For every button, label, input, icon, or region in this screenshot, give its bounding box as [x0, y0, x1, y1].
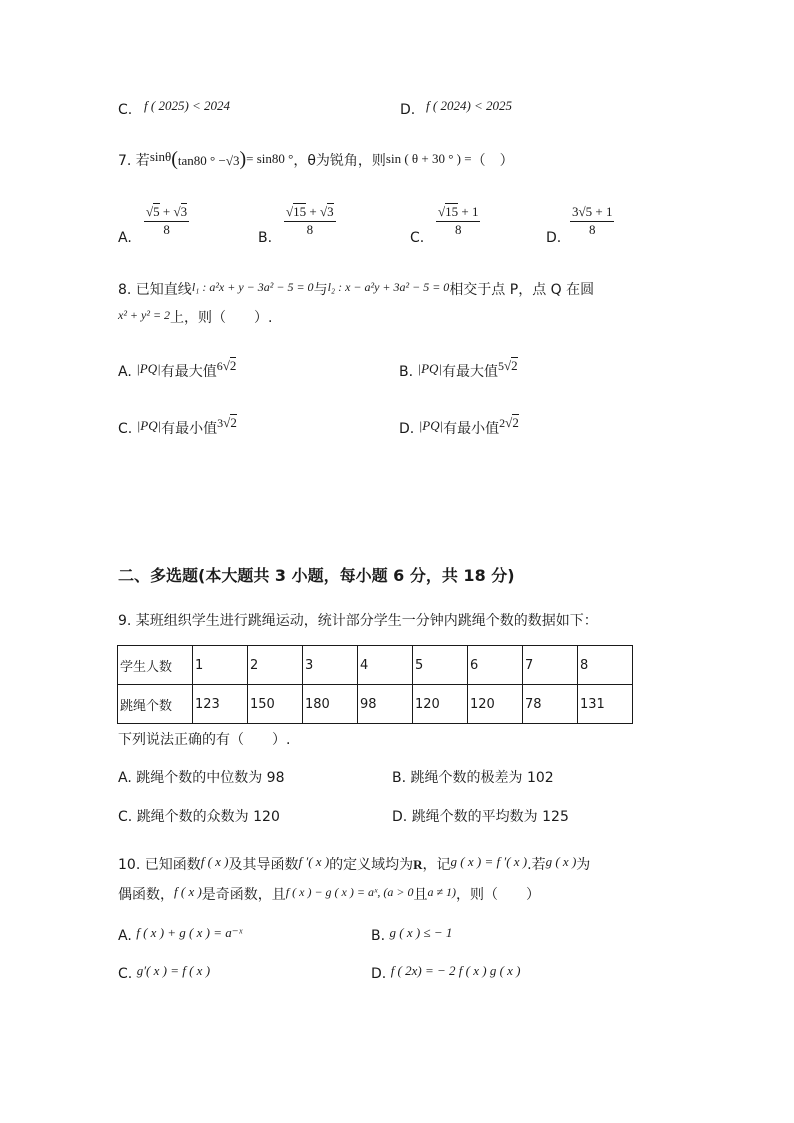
q10-option-c: C. g′( x ) = f ( x ): [118, 963, 211, 982]
table-row: [118, 685, 633, 724]
q9-option-a: A. 跳绳个数的中位数为 98: [118, 770, 285, 786]
q8-line-l1: l₁ : a²x + y − 3a² − 5 = 0: [191, 280, 314, 294]
table-cell: 120: [468, 685, 523, 724]
table-header-cell: 学生人数: [118, 646, 193, 685]
q8-stem-line2: [118, 309, 273, 327]
q6-option-d-label: D.: [400, 102, 416, 118]
table-cell: 6: [468, 646, 523, 685]
q8-line2-post: 上，则（ ）.: [170, 310, 273, 326]
table-row: [118, 646, 633, 685]
q10-gdef: g ( x ) = f ′( x ): [450, 854, 528, 869]
q8-stem-line1: [118, 281, 594, 299]
q9-prompt: 下列说法正确的有（ ）.: [118, 732, 291, 748]
q7-option-a-label: A.: [118, 230, 132, 246]
q10-fpx: f ′( x ): [298, 854, 330, 869]
q7-stem: [118, 150, 514, 170]
q10-fx: f ( x ): [200, 854, 229, 869]
table-cell: 78: [523, 685, 578, 724]
q10-option-d: D. f ( 2x) = − 2 f ( x ) g ( x ): [371, 963, 521, 982]
table-header-cell: 跳绳个数: [118, 685, 193, 724]
q6-option-c-text: f ( 2025) < 2024: [144, 98, 231, 113]
q8-line1-post: 相交于点 P，点 Q 在圆: [449, 282, 595, 298]
q7-option-c-label: C.: [410, 230, 425, 246]
table-cell: 4: [358, 646, 413, 685]
q8-circle: x² + y² = 2: [118, 308, 171, 322]
table-cell: 7: [523, 646, 578, 685]
q7-expr-sqrt3: √3: [225, 153, 240, 168]
table-cell: 5: [413, 646, 468, 685]
table-cell: 2: [248, 646, 303, 685]
q7-option-b-fraction: $\frac{√15 + √3}{8}$: [286, 204, 334, 237]
q7-option-a-fraction: $\frac{√5 + √3}{8}$: [146, 204, 188, 237]
q10-stem-line2: 偶函数，f ( x )是奇函数，且f ( x ) − g ( x ) = aˣ, (a > 0且a ≠ 1)，则（ ）: [118, 884, 541, 903]
q7-expr-sin: sinθ: [149, 149, 172, 164]
table-cell: 8: [578, 646, 633, 685]
q7-option-d-fraction: $\frac{3√5 + 1}{8}$: [572, 204, 613, 237]
q7-expr-sin30: sin ( θ + 30 ° ) =: [385, 151, 472, 166]
table-cell: 98: [358, 685, 413, 724]
table-cell: 123: [193, 685, 248, 724]
section-heading: 二、多选题(本大题共 3 小题，每小题 6 分，共 18 分): [118, 566, 515, 585]
q8-option-d: D. |PQ|有最小值2√2: [399, 415, 519, 437]
q9-data-table: [117, 645, 633, 724]
q10-equation: f ( x ) − g ( x ) = aˣ, (a > 0: [285, 885, 414, 899]
q9-option-c: C. 跳绳个数的众数为 120: [118, 809, 280, 825]
q7-option-c-fraction: $\frac{√15 + 1}{8}$: [438, 204, 479, 237]
q8-option-c: C. |PQ|有最小值3√2: [118, 415, 237, 437]
table-cell: 180: [303, 685, 358, 724]
q7-paren-open: (: [171, 148, 178, 170]
q7-paren-close: ): [239, 148, 247, 170]
q9-option-b: B. 跳绳个数的极差为 102: [392, 770, 554, 786]
q9-stem: 9. 某班组织学生进行跳绳运动，统计部分学生一分钟内跳绳个数的数据如下：: [118, 613, 598, 629]
q10-option-a: A. f ( x ) + g ( x ) = a⁻ˣ: [118, 925, 243, 944]
q9-option-d: D. 跳绳个数的平均数为 125: [392, 809, 569, 825]
q7-option-b-label: B.: [258, 230, 273, 246]
q7-expr-tan: tan80 ° −: [177, 153, 226, 168]
q8-line-l2: l₂ : x − a²y + 3a² − 5 = 0: [327, 280, 450, 294]
q7-expr-eq: = sin80 °: [246, 151, 294, 166]
table-cell: 3: [303, 646, 358, 685]
table-cell: 131: [578, 685, 633, 724]
q7-text1: ，θ为锐角，则: [293, 153, 386, 169]
q8-option-a: A. |PQ|有最大值6√2: [118, 358, 237, 380]
q8-number: 8. 已知直线: [118, 282, 192, 298]
q10-option-b: B. g ( x ) ≤ − 1: [371, 925, 453, 944]
table-cell: 120: [413, 685, 468, 724]
q7-number: 7. 若: [118, 153, 150, 169]
q7-text2: （ ）: [471, 153, 514, 169]
q8-mid: 与: [313, 282, 328, 298]
table-cell: 150: [248, 685, 303, 724]
q10-stem-line1: 10. 已知函数f ( x )及其导函数f ′( x )的定义域均为R，记g ( x ) = f ′( x ).若g ( x )为: [118, 854, 591, 873]
q6-option-c-label: C.: [118, 102, 133, 118]
q7-option-d-label: D.: [546, 230, 562, 246]
table-cell: 1: [193, 646, 248, 685]
q8-option-b: B. |PQ|有最大值5√2: [399, 358, 518, 380]
q6-option-d-text: f ( 2024) < 2025: [426, 98, 513, 113]
